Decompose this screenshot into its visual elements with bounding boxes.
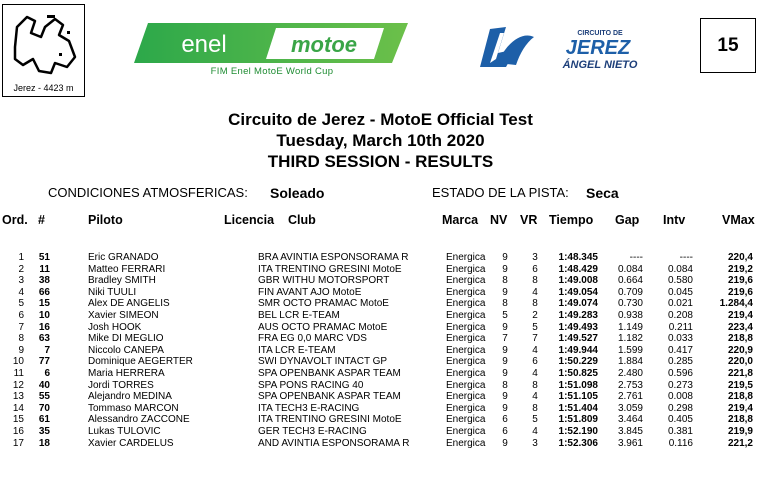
- cell-vmax: 218,8: [727, 333, 753, 345]
- table-row: [0, 403, 761, 415]
- cell-club: GER TECH3 E-RACING: [258, 426, 367, 437]
- cell-vmax: 219,4: [727, 310, 753, 321]
- cell-vmax: 220,4: [727, 252, 753, 263]
- table-row: [0, 264, 761, 276]
- cell-make: Energica: [446, 333, 486, 345]
- cell-club: BEL LCR E-TEAM: [258, 310, 340, 321]
- table-row: [0, 356, 761, 368]
- cell-vr: 4: [532, 286, 538, 298]
- cell-ord: 4: [18, 286, 24, 298]
- page-number: 15: [700, 18, 756, 73]
- cell-nv: 5: [502, 310, 508, 321]
- cell-time: 1:48.429: [558, 263, 598, 275]
- cell-vr: 7: [532, 333, 538, 345]
- cell-gap: 1.599: [617, 344, 643, 356]
- col-club: Club: [288, 213, 316, 227]
- col-ord: Ord.: [2, 213, 28, 227]
- cell-nv: 6: [502, 426, 508, 437]
- cell-intv: 0.381: [667, 426, 693, 437]
- table-row: [0, 380, 761, 392]
- table-row: [0, 391, 761, 403]
- cell-vr: 4: [532, 344, 538, 356]
- cell-gap: ----: [629, 252, 643, 263]
- enel-word: enel: [181, 31, 227, 58]
- cell-club: SWI DYNAVOLT INTACT GP: [258, 356, 388, 368]
- cell-make: Energica: [446, 368, 486, 379]
- cell-intv: 0.116: [668, 437, 693, 449]
- circuit-sub-text: ÁNGEL NIETO: [562, 59, 638, 71]
- cell-num: 51: [38, 252, 50, 263]
- cell-nv: 6: [502, 414, 508, 426]
- cell-num: 6: [44, 368, 50, 379]
- weather-value: Soleado: [270, 185, 325, 201]
- col-time: Tiempo: [549, 213, 594, 227]
- circuit-small-text: CIRCUITO DE: [577, 30, 623, 37]
- table-row: [0, 414, 761, 426]
- cell-time: 1:50.229: [558, 356, 598, 368]
- cell-ord: 1: [18, 252, 24, 263]
- cell-intv: 0.033: [667, 333, 693, 345]
- cell-time: 1:51.098: [558, 379, 598, 391]
- cell-rider: Niki TUULI: [88, 286, 137, 298]
- cell-intv: 0.596: [667, 368, 693, 379]
- cell-nv: 8: [502, 379, 508, 391]
- cell-vmax: 220,0: [727, 356, 753, 368]
- weather-label: CONDICIONES ATMOSFERICAS:: [48, 185, 248, 200]
- col-intv: Intv: [663, 213, 686, 227]
- cell-vr: 8: [532, 298, 538, 310]
- track-caption: Jerez - 4423 m: [13, 83, 74, 93]
- cell-make: Energica: [446, 252, 486, 263]
- cell-make: Energica: [446, 286, 486, 298]
- cell-num: 61: [38, 414, 50, 426]
- title-line-2: Tuesday, March 10th 2020: [276, 131, 485, 150]
- cell-ord: 3: [18, 275, 24, 287]
- cell-num: 16: [38, 321, 50, 333]
- cell-ord: 15: [12, 414, 24, 426]
- cell-time: 1:50.825: [558, 368, 598, 379]
- track-map-box: [2, 4, 85, 97]
- table-row: [0, 275, 761, 287]
- cell-rider: Josh HOOK: [88, 321, 142, 333]
- cell-vr: 8: [532, 402, 538, 414]
- cell-vr: 6: [532, 263, 538, 275]
- cell-vmax: 219,5: [727, 379, 753, 391]
- cell-make: Energica: [446, 275, 486, 287]
- cell-time: 1:48.345: [558, 252, 598, 263]
- cell-ord: 16: [12, 426, 24, 437]
- cell-intv: 0.008: [667, 391, 693, 403]
- cell-make: Energica: [446, 263, 486, 275]
- cell-make: Energica: [446, 310, 486, 321]
- cell-rider: Niccolo CANEPA: [88, 344, 164, 356]
- cell-gap: 0.709: [617, 286, 643, 298]
- cell-num: 38: [38, 275, 50, 287]
- cell-vmax: 219,9: [727, 426, 753, 437]
- cell-ord: 12: [12, 379, 24, 391]
- cell-nv: 9: [502, 437, 508, 449]
- table-row: [0, 287, 761, 299]
- cell-time: 1:52.306: [558, 437, 598, 449]
- cell-ord: 13: [12, 391, 24, 403]
- cell-rider: Eric GRANADO: [88, 252, 159, 263]
- cell-make: Energica: [446, 321, 486, 333]
- cell-nv: 9: [502, 391, 508, 403]
- cell-time: 1:49.008: [558, 275, 598, 287]
- cell-club: BRA AVINTIA ESPONSORAMA R: [258, 252, 409, 263]
- col-num: #: [38, 213, 45, 227]
- cell-vr: 3: [532, 252, 538, 263]
- cell-nv: 7: [502, 333, 508, 345]
- cell-nv: 9: [502, 252, 508, 263]
- col-rider: Piloto: [88, 213, 123, 227]
- cell-num: 66: [38, 286, 50, 298]
- cell-num: 70: [38, 402, 50, 414]
- cell-num: 55: [38, 391, 50, 403]
- cell-nv: 9: [502, 356, 508, 368]
- cell-gap: 2.480: [617, 368, 643, 379]
- cell-time: 1:49.527: [558, 333, 598, 345]
- cell-rider: Xavier SIMEON: [88, 310, 159, 321]
- cell-gap: 2.761: [617, 391, 643, 403]
- circuito-jerez-logo: [476, 23, 652, 73]
- table-row: [0, 426, 761, 438]
- cell-rider: Jordi TORRES: [88, 379, 154, 391]
- title-line-3: THIRD SESSION - RESULTS: [267, 152, 494, 171]
- cell-vr: 4: [532, 426, 538, 437]
- cell-time: 1:49.054: [558, 286, 598, 298]
- cell-num: 7: [44, 344, 50, 356]
- cell-gap: 1.884: [617, 356, 643, 368]
- cell-make: Energica: [446, 426, 486, 437]
- cell-club: FRA EG 0,0 MARC VDS: [258, 333, 367, 345]
- cell-make: Energica: [446, 414, 486, 426]
- cell-vr: 8: [532, 275, 538, 287]
- col-vmax: VMax: [722, 213, 755, 227]
- cell-vr: 3: [532, 437, 538, 449]
- cell-num: 63: [38, 333, 50, 345]
- cell-time: 1:49.074: [558, 298, 598, 310]
- cell-ord: 7: [18, 321, 24, 333]
- cell-intv: 0.208: [667, 310, 693, 321]
- table-row: [0, 310, 761, 322]
- cell-num: 10: [38, 310, 50, 321]
- col-nv: NV: [490, 213, 508, 227]
- cell-vmax: 219,4: [727, 402, 753, 414]
- cell-rider: Alex DE ANGELIS: [88, 298, 170, 310]
- cell-make: Energica: [446, 437, 486, 449]
- cell-gap: 0.084: [617, 263, 643, 275]
- cell-intv: 0.298: [667, 402, 693, 414]
- cell-gap: 0.664: [617, 275, 643, 287]
- cell-make: Energica: [446, 379, 486, 391]
- cell-make: Energica: [446, 298, 486, 310]
- cell-rider: Xavier CARDELUS: [88, 437, 174, 449]
- cell-club: SMR OCTO PRAMAC MotoE: [258, 298, 389, 310]
- col-licence: Licencia: [224, 213, 275, 227]
- cell-gap: 1.182: [617, 333, 643, 345]
- cell-make: Energica: [446, 391, 486, 403]
- cell-gap: 3.845: [617, 426, 643, 437]
- cell-nv: 9: [502, 402, 508, 414]
- cell-num: 15: [38, 298, 50, 310]
- cell-ord: 14: [12, 402, 24, 414]
- enel-subtitle: FIM Enel MotoE World Cup: [210, 66, 334, 77]
- cell-rider: Matteo FERRARI: [88, 263, 166, 275]
- circuit-main-text: JEREZ: [565, 37, 631, 59]
- cell-make: Energica: [446, 402, 486, 414]
- cell-num: 35: [38, 426, 50, 437]
- cell-rider: Maria HERRERA: [88, 368, 165, 379]
- cell-num: 77: [38, 356, 50, 368]
- cell-vmax: 1.284,4: [719, 298, 753, 310]
- cell-gap: 1.149: [617, 321, 643, 333]
- cell-make: Energica: [446, 356, 486, 368]
- cell-time: 1:49.493: [558, 321, 598, 333]
- cell-intv: 0.045: [667, 286, 693, 298]
- cell-club: ITA TECH3 E-RACING: [258, 402, 360, 414]
- cell-time: 1:51.404: [558, 402, 598, 414]
- cell-vr: 5: [532, 321, 538, 333]
- cell-nv: 8: [502, 298, 508, 310]
- cell-ord: 6: [18, 310, 24, 321]
- cell-intv: 0.084: [667, 263, 693, 275]
- cell-vr: 8: [532, 379, 538, 391]
- cell-nv: 9: [502, 263, 508, 275]
- cell-vmax: 221,8: [727, 368, 753, 379]
- cell-nv: 9: [502, 368, 508, 379]
- title-line-1: Circuito de Jerez - MotoE Official Test: [228, 110, 533, 129]
- cell-time: 1:51.809: [558, 414, 598, 426]
- cell-vmax: 221,2: [727, 437, 753, 449]
- cell-intv: 0.580: [667, 275, 693, 287]
- cell-time: 1:51.105: [558, 391, 598, 403]
- cell-club: AUS OCTO PRAMAC MotoE: [258, 321, 388, 333]
- cell-intv: 0.211: [668, 321, 693, 333]
- cell-time: 1:49.283: [558, 310, 598, 321]
- cell-make: Energica: [446, 344, 486, 356]
- cell-ord: 5: [18, 298, 24, 310]
- cell-nv: 8: [502, 275, 508, 287]
- cell-rider: Alessandro ZACCONE: [88, 414, 190, 426]
- cell-intv: 0.405: [667, 414, 693, 426]
- cell-vr: 5: [532, 414, 538, 426]
- cell-nv: 9: [502, 321, 508, 333]
- cell-vr: 2: [532, 310, 538, 321]
- cell-vmax: 218,8: [727, 391, 753, 403]
- cell-gap: 3.961: [617, 437, 643, 449]
- cell-nv: 9: [502, 344, 508, 356]
- cell-nv: 9: [502, 286, 508, 298]
- track-map-icon: [7, 7, 81, 79]
- cell-intv: 0.021: [667, 298, 693, 310]
- cell-rider: Alejandro MEDINA: [88, 391, 172, 403]
- cell-intv: 0.285: [667, 356, 693, 368]
- cell-ord: 11: [13, 368, 24, 379]
- cell-vmax: 219,2: [727, 263, 753, 275]
- cell-rider: Tommaso MARCON: [88, 402, 179, 414]
- col-gap: Gap: [615, 213, 640, 227]
- motoe-word: motoe: [291, 32, 357, 57]
- cell-gap: 3.059: [617, 402, 643, 414]
- cell-intv: 0.417: [667, 344, 693, 356]
- cell-rider: Bradley SMITH: [88, 275, 156, 287]
- cell-time: 1:52.190: [558, 426, 598, 437]
- cell-gap: 0.938: [617, 310, 643, 321]
- cell-vmax: 223,4: [727, 321, 753, 333]
- table-row: [0, 322, 761, 334]
- cell-club: SPA OPENBANK ASPAR TEAM: [258, 368, 401, 379]
- cell-ord: 2: [18, 263, 24, 275]
- cell-intv: 0.273: [667, 379, 693, 391]
- col-make: Marca: [442, 213, 479, 227]
- cell-vr: 4: [532, 368, 538, 379]
- cell-vr: 4: [532, 391, 538, 403]
- cell-ord: 10: [12, 356, 24, 368]
- track-state-value: Seca: [586, 185, 619, 201]
- cell-gap: 0.730: [617, 298, 643, 310]
- cell-vmax: 220,9: [727, 344, 753, 356]
- cell-num: 18: [38, 437, 50, 449]
- cell-rider: Mike DI MEGLIO: [88, 333, 164, 345]
- cell-vmax: 218,8: [727, 414, 753, 426]
- cell-vr: 6: [532, 356, 538, 368]
- track-state-label: ESTADO DE LA PISTA:: [432, 185, 569, 200]
- col-vr: VR: [520, 213, 538, 227]
- cell-club: ITA TRENTINO GRESINI MotoE: [258, 263, 402, 275]
- cell-club: GBR WITHU MOTORSPORT: [258, 275, 390, 287]
- cell-rider: Lukas TULOVIC: [88, 426, 161, 437]
- cell-club: FIN AVANT AJO MotoE: [258, 286, 362, 298]
- table-row: [0, 438, 761, 450]
- cell-num: 11: [39, 263, 50, 275]
- table-row: [0, 333, 761, 345]
- table-row: [0, 298, 761, 310]
- cell-ord: 17: [12, 437, 24, 449]
- cell-club: SPA PONS RACING 40: [258, 379, 364, 391]
- cell-intv: ----: [679, 252, 693, 263]
- cell-vmax: 219,6: [727, 286, 753, 298]
- cell-num: 40: [38, 379, 50, 391]
- cell-gap: 2.753: [617, 379, 643, 391]
- cell-ord: 8: [18, 333, 24, 345]
- cell-ord: 9: [18, 344, 24, 356]
- table-row: [0, 345, 761, 357]
- cell-vmax: 219,6: [727, 275, 753, 287]
- cell-time: 1:49.944: [558, 344, 598, 356]
- cell-club: ITA TRENTINO GRESINI MotoE: [258, 414, 402, 426]
- cell-club: ITA LCR E-TEAM: [258, 344, 336, 356]
- cell-gap: 3.464: [617, 414, 643, 426]
- cell-club: SPA OPENBANK ASPAR TEAM: [258, 391, 401, 403]
- table-row: [0, 368, 761, 380]
- cell-rider: Dominique AEGERTER: [88, 356, 193, 368]
- table-row: [0, 252, 761, 264]
- cell-club: AND AVINTIA ESPONSORAMA R: [258, 437, 410, 449]
